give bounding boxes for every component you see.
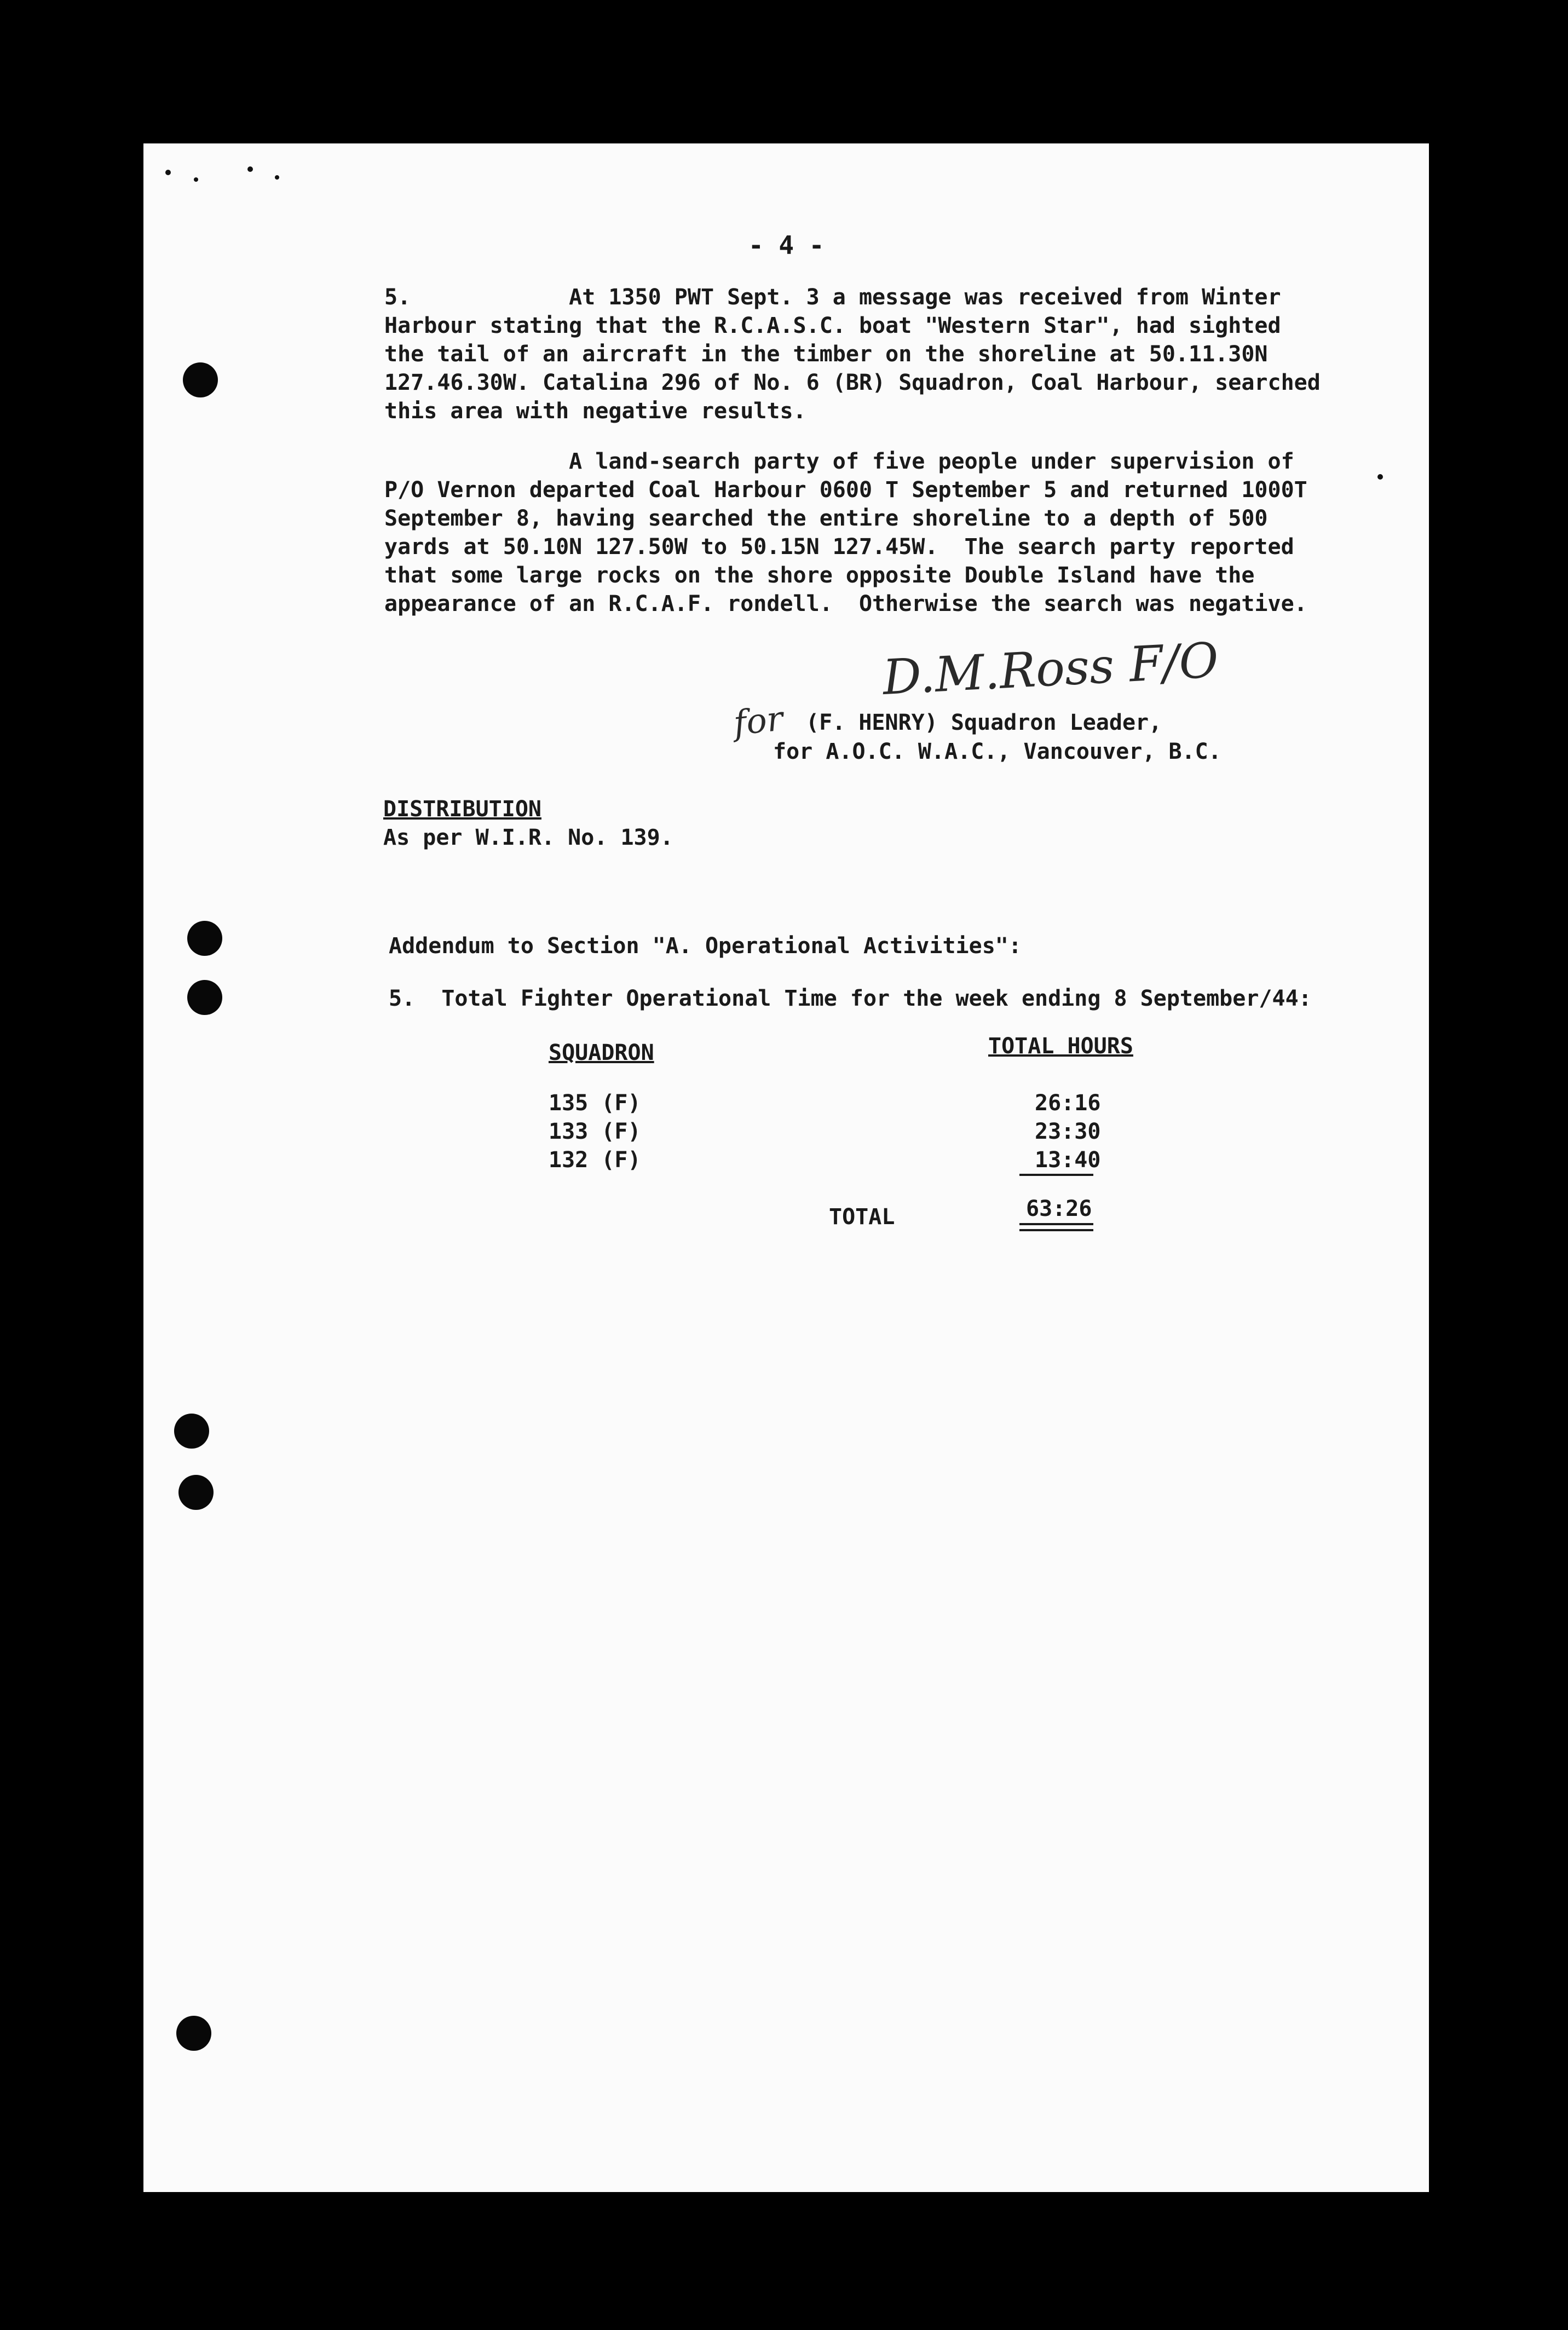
paragraph-land-search: A land-search party of five people under supervision of P/O Vernon departed Coal Harbour 0600 T September 5 and returned 1000T September 8, having searched the entire shoreline to a depth of 500 yards at 50.10N 127.50W to 50.15N 127.45W. The search party reported that some large rocks on the shore opposite Double Island have the appearance of an R.C.A.F. rondell. Otherwise the search was negative. [384, 449, 1307, 616]
total-label: TOTAL [829, 1204, 895, 1230]
squadron-cell: 133 (F) [549, 1119, 641, 1144]
paragraph-5: 5. At 1350 PWT Sept. 3 a message was received from Winter Harbour stating that the R.C.A.S.C. boat "Western Star", had sighted the tail of an aircraft in the timber on the shoreline at 50.11.30N 127.46.30W. Catalina 296 of No. 6 (BR) Squadron, Coal Harbour, searched this area with negative results. [384, 285, 1321, 424]
table-row [549, 1091, 1260, 1119]
hours-cell: 26:16 [1035, 1091, 1101, 1116]
speck [194, 177, 198, 182]
signature-line-1: (F. HENRY) Squadron Leader, [806, 710, 1162, 735]
speck [1377, 474, 1383, 480]
punch-hole [183, 362, 218, 397]
total-double-rule [1019, 1223, 1093, 1225]
speck [247, 166, 253, 172]
addendum-heading: Addendum to Section "A. Operational Activities": [389, 933, 1022, 959]
hours-table [549, 1091, 1260, 1176]
addendum-item-5: 5. Total Fighter Operational Time for the week ending 8 September/44: [389, 986, 1312, 1011]
signature-line-2: for A.O.C. W.A.C., Vancouver, B.C. [773, 739, 1221, 764]
squadron-cell: 132 (F) [549, 1147, 641, 1173]
subtotal-rule [1019, 1174, 1093, 1176]
punch-hole [174, 1414, 209, 1449]
page-number: - 4 - [748, 230, 825, 260]
speck [275, 175, 279, 180]
table-row [549, 1147, 1260, 1176]
handwritten-signature: D.M.Ross F/O [881, 632, 1220, 706]
document-page [143, 143, 1429, 2192]
punch-hole [176, 2016, 211, 2051]
punch-hole [178, 1475, 214, 1510]
total-double-rule [1019, 1229, 1093, 1231]
handwritten-for: for [731, 698, 785, 743]
distribution-heading: DISTRIBUTION [383, 797, 541, 822]
column-header-squadron: SQUADRON [549, 1040, 654, 1065]
column-header-total-hours: TOTAL HOURS [988, 1034, 1133, 1059]
hours-cell: 13:40 [1035, 1147, 1101, 1173]
table-row [549, 1119, 1260, 1147]
speck [165, 170, 171, 175]
total-value: 63:26 [1026, 1196, 1092, 1221]
punch-hole [187, 921, 222, 956]
punch-hole [187, 980, 222, 1015]
squadron-cell: 135 (F) [549, 1091, 641, 1116]
hours-cell: 23:30 [1035, 1119, 1101, 1144]
distribution-text: As per W.I.R. No. 139. [383, 825, 673, 850]
